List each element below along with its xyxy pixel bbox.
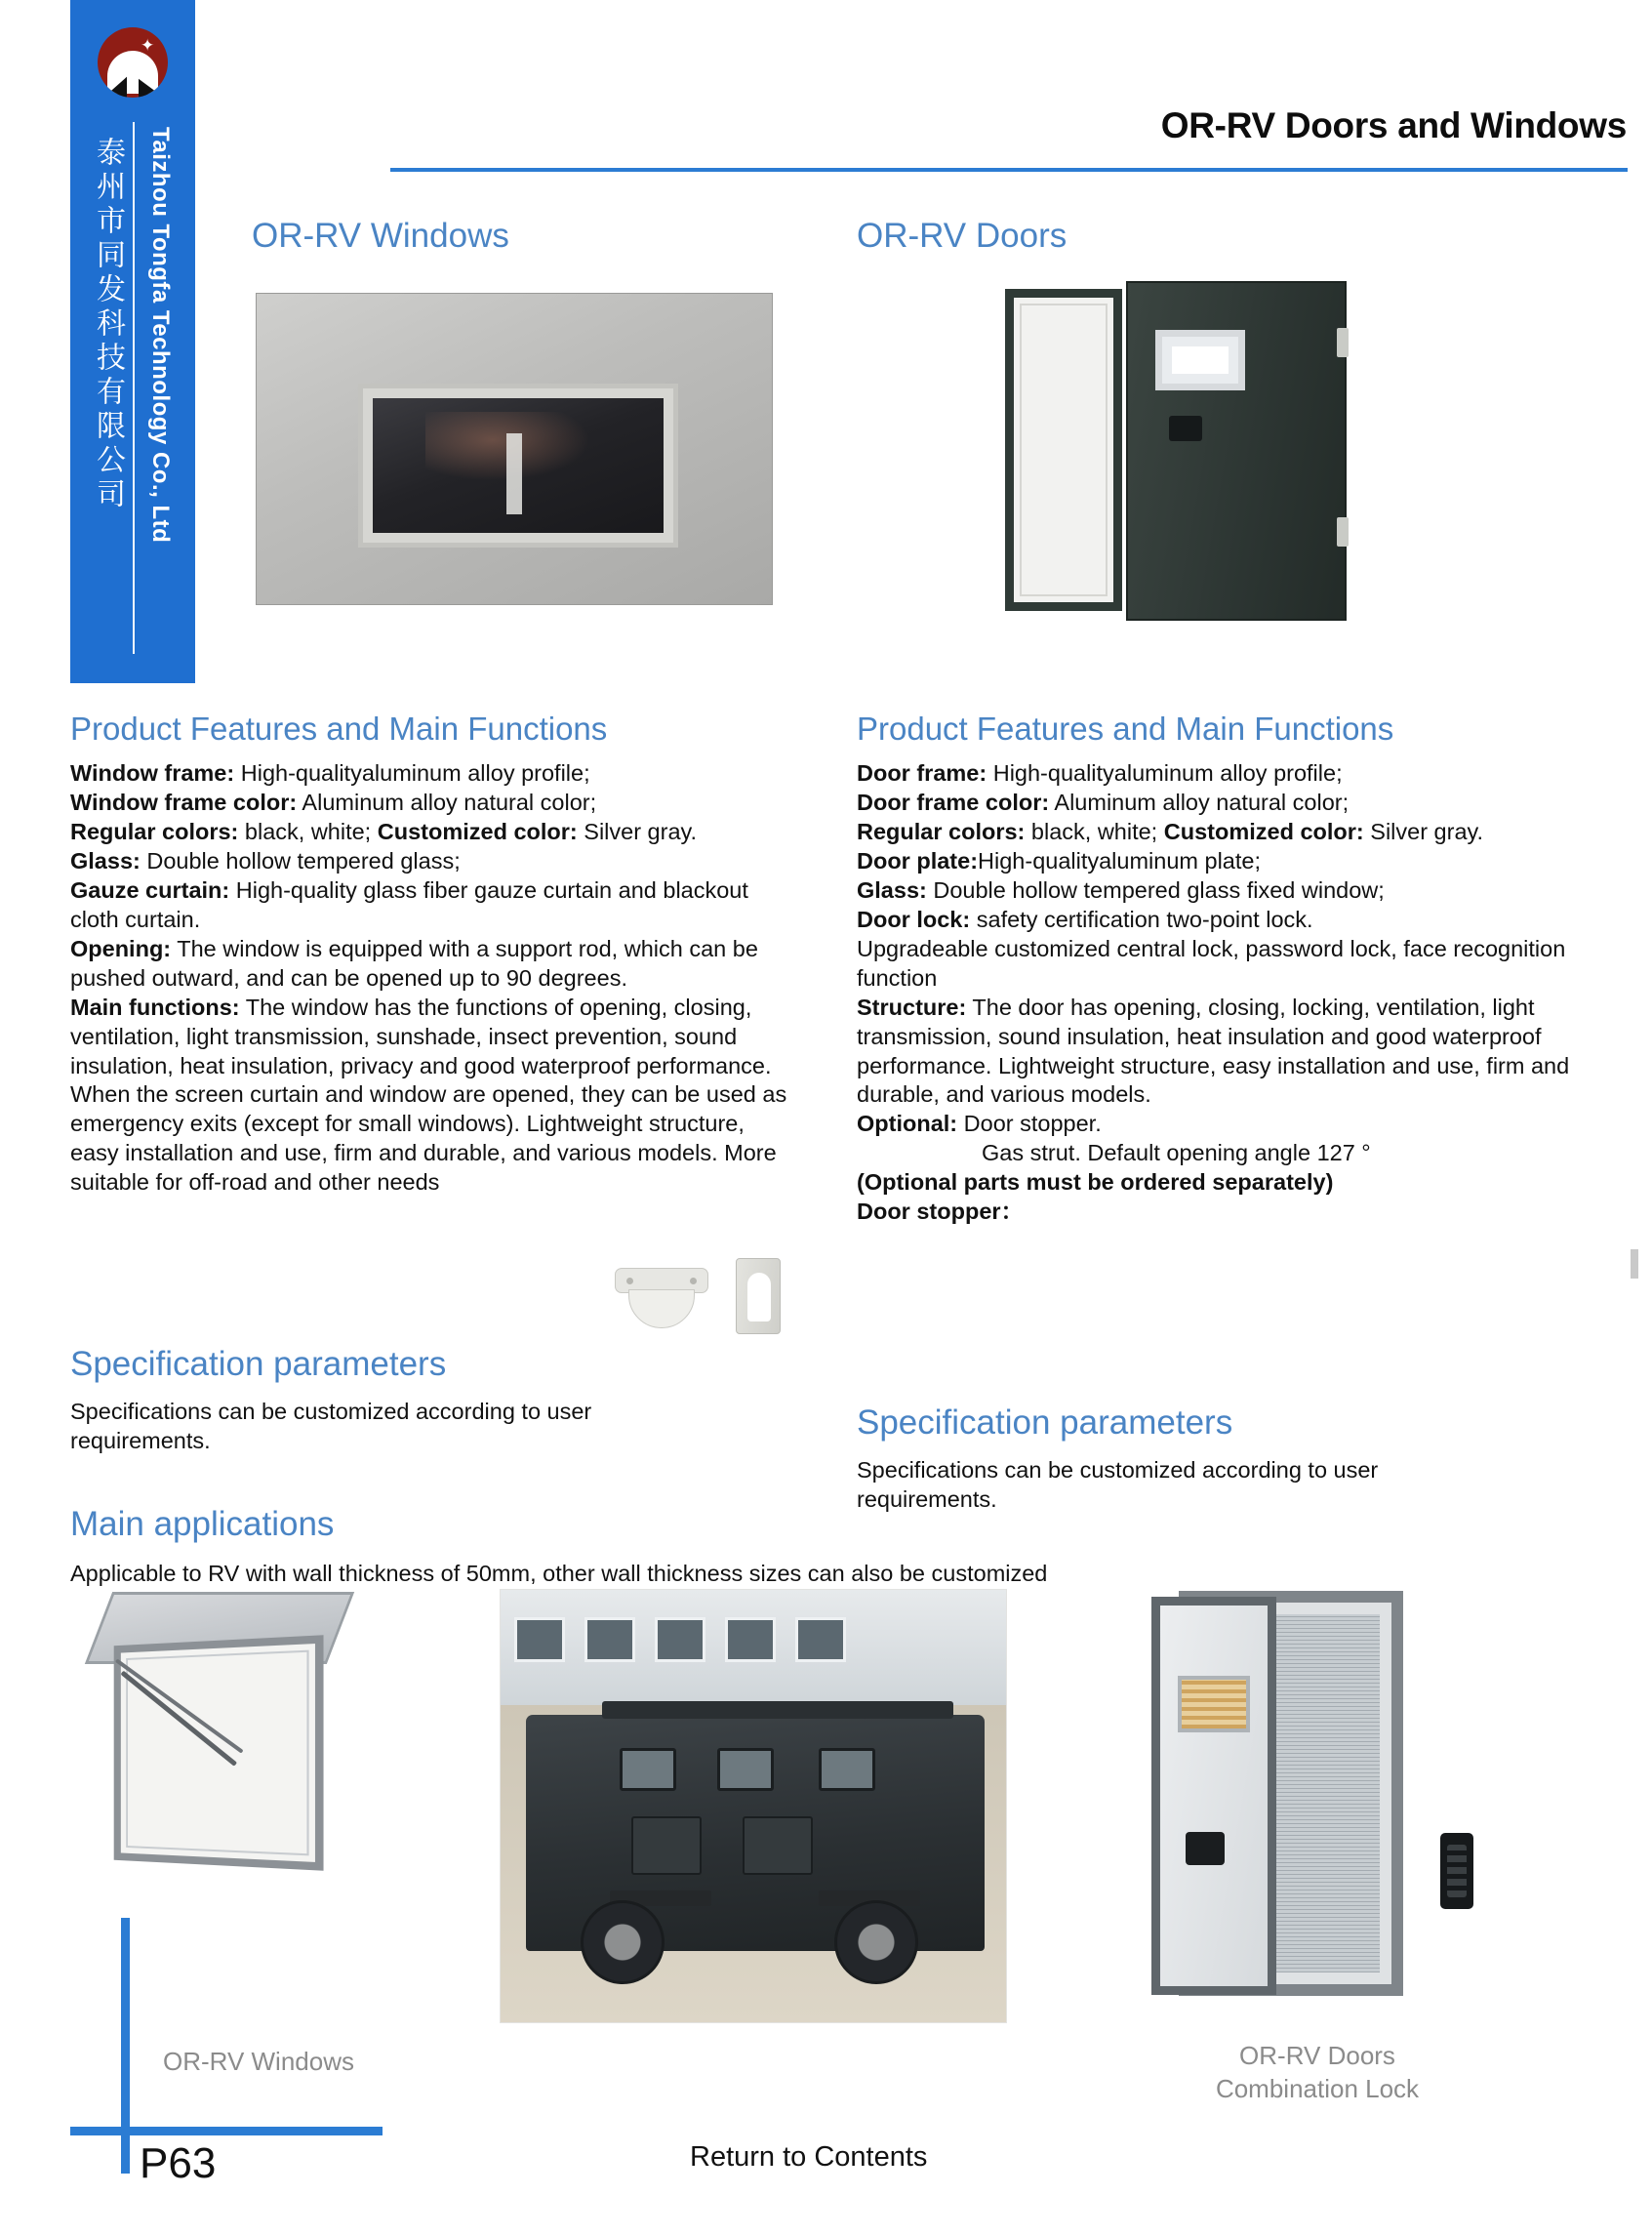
feat-label: Glass: — [70, 847, 141, 874]
gallery-caption-doors: OR-RV Doors Combination Lock — [1215, 2041, 1420, 2103]
sidebar-divider — [133, 122, 135, 654]
feat-label: Door frame: — [857, 760, 987, 786]
feat-label: Door frame color: — [857, 789, 1050, 815]
right-spec-heading: Specification parameters — [857, 1403, 1233, 1442]
feat-label: Window frame: — [70, 760, 235, 786]
door-stopper-images — [615, 1254, 800, 1342]
feat-label: Window frame color: — [70, 789, 298, 815]
left-features-body: Window frame: High-qualityaluminum alloy profile; Window frame color: Aluminum alloy natural color; Regular colors: black, white; Customized color: Silver gray. Glass: Double hollow tempered glass; Gauze curtain: High-quality glass fiber gauze curtain and blackout cloth curtain. Opening: The window is equipped with a support rod, which can be pushed outward, and can be opened up to 90 degrees. Main functions: The window has the functions of opening, closing, ventilation, light transmission, sunshade, insect prevention, sound insulation, heat insulation, privacy and good waterproof performance. When the screen curtain and window are opened, they can be used as emergency exits (except for small windows). Lightweight structure, easy installation and use, firm and durable, and various models. More suitable for off-road and other needs — [70, 760, 787, 1196]
company-name-en: Taizhou Tongfa Technology Co., Ltd — [147, 127, 174, 544]
page-title: OR-RV Doors and Windows — [1160, 105, 1627, 145]
feat-label: Opening: — [70, 935, 172, 961]
tongfa-mountain-logo-icon: ✦ — [98, 27, 168, 98]
door-stopper-floor-mount-icon — [615, 1268, 708, 1328]
gas-strut-note: Gas strut. Default opening angle 127 ° — [982, 1140, 1371, 1166]
or-rv-door-open-screen-photo — [1151, 1591, 1473, 2011]
right-section-title: OR-RV Doors — [857, 217, 1068, 255]
door-stopper-label: Door stopper： — [857, 1199, 1025, 1225]
footer-horizontal-rule — [70, 2127, 383, 2135]
left-section-title: OR-RV Windows — [252, 217, 509, 255]
return-to-contents-link[interactable]: Return to Contents — [690, 2141, 928, 2173]
feat-label: Regular colors: — [857, 818, 1026, 844]
right-features-body: Door frame: High-qualityaluminum alloy profile; Door frame color: Aluminum alloy natural color; Regular colors: black, white; Customized color: Silver gray. Door plate:High-qualityaluminum plate; Glass: Double hollow tempered glass fixed window; Door lock: safety certification two-point lock. Upgradeable customized central lock, password lock, face recognition function Structure: The door has opening, closing, locking, ventilation, light transmission, sound insulation, heat insulation and good waterproof performance. Lightweight structure, easy installation and use, firm and durable, and various models. Optional: Door stopper. Gas strut. Default opening angle 127 ° (Optional parts must be ordered separately) Door stopper： — [857, 759, 1579, 1227]
right-features-heading: Product Features and Main Functions — [857, 711, 1394, 747]
company-name-cn: 泰州市同发科技有限公司 — [92, 137, 124, 512]
or-rv-door-photo — [1005, 281, 1347, 623]
door-stopper-wall-catch-icon — [736, 1258, 781, 1334]
left-spec-text: Specifications can be customized according to user requirements. — [70, 1399, 592, 1453]
feat-label: Structure: — [857, 994, 967, 1020]
feat-label: Optional: — [857, 1111, 958, 1137]
left-spec-heading: Specification parameters — [70, 1345, 447, 1383]
left-features-heading: Product Features and Main Functions — [70, 711, 608, 747]
feat-label: Regular colors: — [70, 818, 239, 844]
or-rv-window-open-strut-photo — [93, 1586, 356, 1889]
main-applications-heading: Main applications — [70, 1505, 335, 1543]
right-spec-text: Specifications can be customized according to user requirements. — [857, 1457, 1379, 1512]
feat-label: Door plate: — [857, 847, 979, 874]
feat-label: Main functions: — [70, 994, 240, 1020]
feat-label: Gauze curtain: — [70, 876, 230, 903]
gallery-caption-windows: OR-RV Windows — [162, 2047, 354, 2076]
header-rule — [390, 168, 1628, 172]
optional-parts-note: (Optional parts must be ordered separately) — [857, 1169, 1334, 1196]
feat-label: Glass: — [857, 876, 927, 903]
feat-label: Door lock: — [857, 906, 971, 932]
page-number: P63 — [140, 2139, 217, 2187]
brand-sidebar — [70, 0, 195, 683]
main-applications-text: Applicable to RV with wall thickness of 50mm, other wall thickness sizes can also be customized — [70, 1561, 1048, 1586]
or-rv-window-photo — [256, 293, 773, 605]
rv-truck-exterior-photo — [500, 1589, 1007, 2023]
page-edge-tick — [1631, 1249, 1638, 1279]
